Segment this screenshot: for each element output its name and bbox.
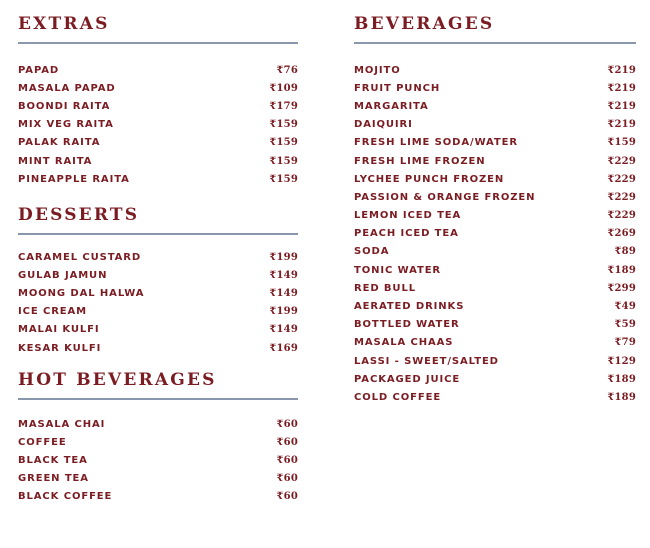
menu-item (354, 370, 636, 388)
menu-item (18, 488, 298, 506)
menu-item-name: COFFEE (18, 436, 67, 448)
menu-item (354, 188, 636, 206)
menu-item-price: ₹219 (607, 82, 636, 94)
menu-item-name: MALAI KULFI (18, 324, 100, 336)
extras-list (18, 61, 298, 188)
menu-item (354, 316, 636, 334)
menu-item (18, 79, 298, 97)
extras-divider (18, 42, 298, 44)
menu-item-name: BOONDI RAITA (18, 100, 111, 112)
menu-item-name: BLACK COFFEE (18, 491, 113, 503)
menu-item (18, 433, 298, 451)
menu-item-name: BOTTLED WATER (354, 319, 460, 331)
menu-item (18, 248, 298, 266)
menu-item (18, 61, 298, 79)
menu-item-name: CARAMEL CUSTARD (18, 251, 142, 263)
menu-item-price: ₹159 (269, 119, 298, 131)
menu-item-price: ₹229 (607, 191, 636, 203)
menu-item-name: MINT RAITA (18, 155, 93, 167)
menu-item (18, 152, 298, 170)
menu-item-price: ₹159 (607, 137, 636, 149)
menu-item-name: FRUIT PUNCH (354, 82, 441, 94)
hot-beverages-heading: HOT BEVERAGES (18, 370, 217, 390)
menu-item (18, 339, 298, 357)
menu-item-price: ₹49 (614, 301, 636, 313)
beverages-divider (354, 42, 636, 44)
desserts-list (18, 248, 298, 357)
menu-item-name: COLD COFFEE (354, 391, 442, 403)
menu-item-name: LASSI - SWEET/SALTED (354, 355, 499, 367)
menu-item-name: PEACH ICED TEA (354, 228, 459, 240)
menu-item-name: SODA (354, 246, 390, 258)
menu-item (18, 470, 298, 488)
menu-item-price: ₹189 (607, 373, 636, 385)
menu-item-price: ₹129 (607, 355, 636, 367)
menu-item-name: GREEN TEA (18, 473, 89, 485)
menu-item-name: PASSION & ORANGE FROZEN (354, 191, 536, 203)
menu-item-name: TONIC WATER (354, 264, 442, 276)
menu-item-price: ₹60 (276, 454, 298, 466)
menu-item (18, 303, 298, 321)
menu-item-name: PACKAGED JUICE (354, 373, 461, 385)
menu-item (354, 279, 636, 297)
menu-item (18, 170, 298, 188)
extras-section (18, 14, 298, 188)
menu-item-price: ₹149 (269, 269, 298, 281)
menu-item (18, 451, 298, 469)
menu-item-price: ₹199 (269, 251, 298, 263)
menu-item-name: MASALA CHAAS (354, 337, 454, 349)
menu-item-name: MASALA CHAI (18, 418, 106, 430)
menu-item (354, 97, 636, 115)
menu-item-name: PINEAPPLE RAITA (18, 173, 130, 185)
menu-item (354, 170, 636, 188)
menu-item-price: ₹60 (276, 473, 298, 485)
menu-item (354, 261, 636, 279)
menu-item-price: ₹149 (269, 287, 298, 299)
menu-item-price: ₹189 (607, 391, 636, 403)
menu-item-price: ₹159 (269, 173, 298, 185)
menu-item-name: RED BULL (354, 282, 416, 294)
menu-item-price: ₹199 (269, 306, 298, 318)
menu-item-price: ₹229 (607, 210, 636, 222)
menu-item-price: ₹269 (607, 228, 636, 240)
menu-item (18, 116, 298, 134)
menu-item (18, 97, 298, 115)
menu-item-name: MASALA PAPAD (18, 82, 116, 94)
menu-item (354, 152, 636, 170)
menu-item-name: LEMON ICED TEA (354, 210, 462, 222)
menu-item-name: AERATED DRINKS (354, 301, 465, 313)
menu-item-name: PALAK RAITA (18, 137, 101, 149)
hot-beverages-divider (18, 398, 298, 400)
beverages-list (354, 61, 636, 407)
desserts-heading: DESSERTS (18, 205, 140, 225)
menu-item-price: ₹149 (269, 324, 298, 336)
menu-item (18, 321, 298, 339)
menu-item (354, 297, 636, 315)
menu-item-price: ₹89 (614, 246, 636, 258)
menu-item-name: BLACK TEA (18, 454, 88, 466)
menu-item (354, 61, 636, 79)
menu-item-price: ₹219 (607, 100, 636, 112)
menu-item-name: KESAR KULFI (18, 342, 102, 354)
beverages-section (354, 14, 636, 407)
menu-item-price: ₹79 (614, 337, 636, 349)
menu-item-name: FRESH LIME FROZEN (354, 155, 486, 167)
menu-item (354, 79, 636, 97)
menu-item (354, 225, 636, 243)
menu-item-name: MOJITO (354, 64, 401, 76)
menu-item-price: ₹109 (269, 82, 298, 94)
menu-item (354, 243, 636, 261)
menu-item (18, 134, 298, 152)
extras-heading: EXTRAS (18, 14, 110, 34)
menu-item (354, 134, 636, 152)
menu-item-price: ₹219 (607, 64, 636, 76)
menu-item (18, 266, 298, 284)
menu-item-name: PAPAD (18, 64, 60, 76)
menu-item-price: ₹159 (269, 155, 298, 167)
menu-item (354, 116, 636, 134)
menu-item-price: ₹169 (269, 342, 298, 354)
menu-item-price: ₹60 (276, 491, 298, 503)
menu-item-price: ₹299 (607, 282, 636, 294)
menu-item-price: ₹229 (607, 173, 636, 185)
beverages-heading: BEVERAGES (354, 14, 495, 34)
menu-item (18, 284, 298, 302)
menu-item-name: MOONG DAL HALWA (18, 287, 145, 299)
menu-item (354, 334, 636, 352)
menu-item-price: ₹189 (607, 264, 636, 276)
menu-item-price: ₹179 (269, 100, 298, 112)
menu-item-price: ₹59 (614, 319, 636, 331)
menu-item-price: ₹229 (607, 155, 636, 167)
hot-beverages-section (18, 370, 298, 506)
desserts-divider (18, 233, 298, 235)
menu-item-name: FRESH LIME SODA/WATER (354, 137, 518, 149)
menu-item (354, 207, 636, 225)
menu-item-name: GULAB JAMUN (18, 269, 108, 281)
menu-item-price: ₹219 (607, 119, 636, 131)
menu-item-price: ₹60 (276, 418, 298, 430)
menu-item-name: ICE CREAM (18, 306, 88, 318)
menu-item-name: MARGARITA (354, 100, 429, 112)
menu-item-name: LYCHEE PUNCH FROZEN (354, 173, 505, 185)
hot-beverages-list (18, 415, 298, 506)
menu-item-price: ₹76 (276, 64, 298, 76)
menu-item-price: ₹60 (276, 436, 298, 448)
menu-item (18, 415, 298, 433)
menu-item (354, 388, 636, 406)
menu-item (354, 352, 636, 370)
menu-item-name: DAIQUIRI (354, 119, 413, 131)
desserts-section (18, 205, 298, 357)
menu-item-price: ₹159 (269, 137, 298, 149)
menu-item-name: MIX VEG RAITA (18, 119, 114, 131)
